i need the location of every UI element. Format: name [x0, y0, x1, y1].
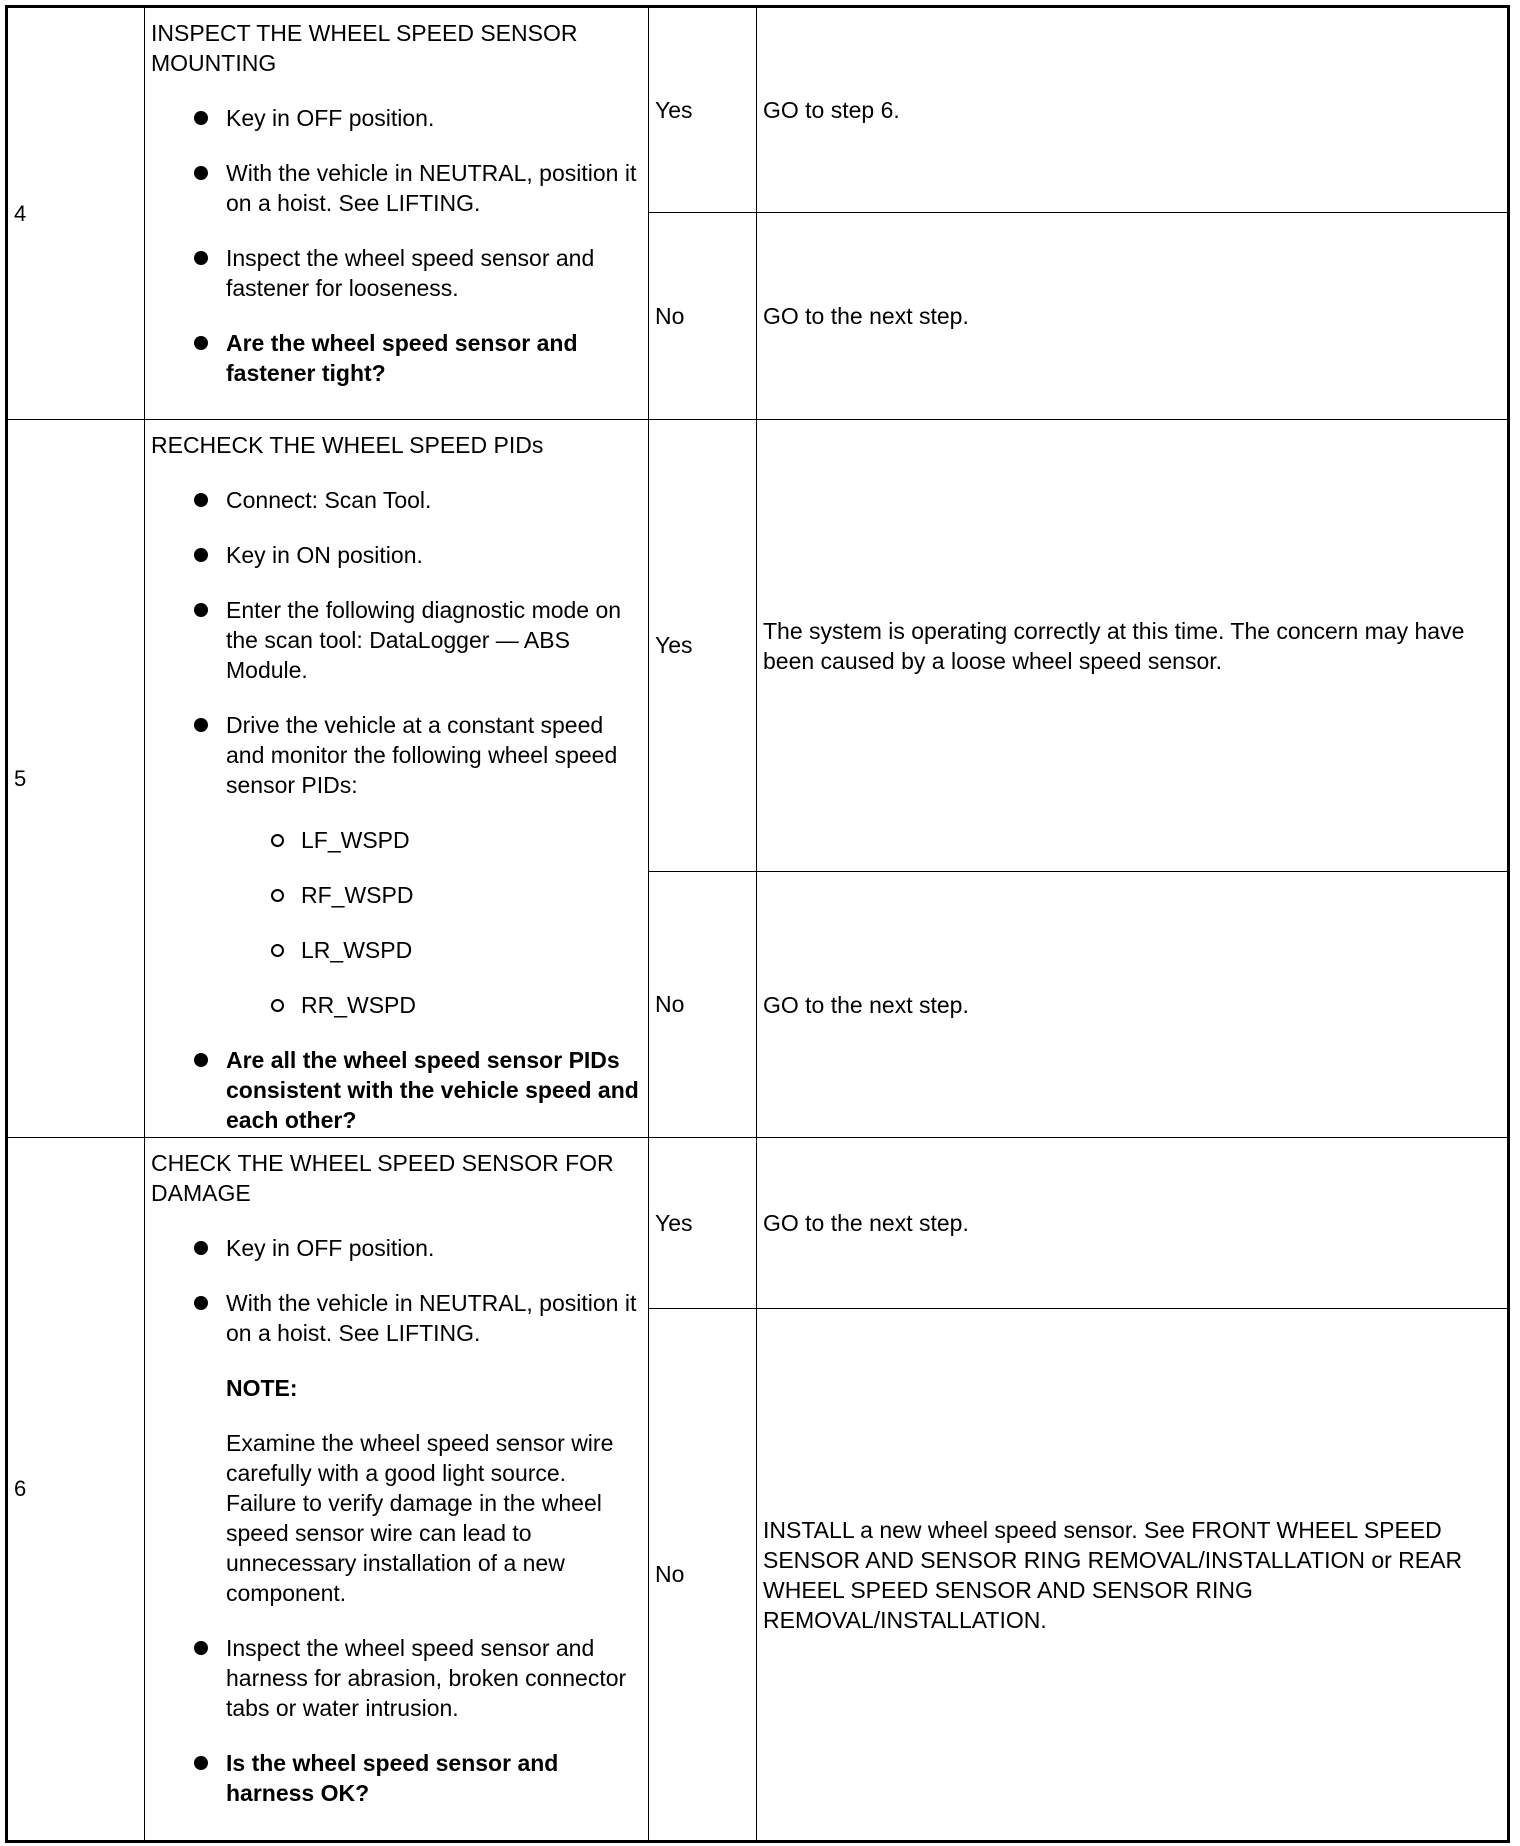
note-text: Examine the wheel speed sensor wire carefully with a good light source. Failure to verify damage in the wheel speed sensor wire can lead to unnecessary installation of a new component. — [226, 1430, 614, 1606]
action-item: Connect: Scan Tool. — [151, 485, 642, 515]
step-6-action-cell — [145, 1138, 649, 1842]
answer-yes: Yes — [655, 96, 693, 123]
next-action-cell — [757, 1138, 1509, 1309]
answer-no: No — [655, 991, 685, 1017]
step-question: Are all the wheel speed sensor PIDs consistent with the vehicle speed and each other? — [226, 1047, 639, 1133]
step-6-number-cell — [7, 1138, 145, 1842]
step-number: 4 — [14, 200, 27, 226]
next-action-text: GO to the next step. — [763, 991, 969, 1018]
next-action-text: GO to the next step. — [763, 1210, 969, 1236]
bullet-icon — [194, 718, 208, 732]
bullet-icon — [194, 493, 208, 507]
action-list — [151, 485, 642, 1135]
bullet-icon — [194, 166, 208, 180]
action-item: Drive the vehicle at a constant speed and monitor the following wheel speed sensor PIDs: LF_WSPD RF_WSPD LR_WSPD RR_WSPD — [151, 710, 642, 1020]
pid-list — [226, 825, 642, 1020]
question-item — [151, 1748, 642, 1808]
step-title: INSPECT THE WHEEL SPEED SENSOR MOUNTING — [151, 20, 578, 76]
next-action-cell — [757, 420, 1509, 872]
action-item: Key in OFF position. — [151, 1233, 642, 1263]
pid-item: LR_WSPD — [226, 935, 642, 965]
pid-item: LF_WSPD — [226, 825, 642, 855]
answer-no: No — [655, 302, 685, 329]
bullet-icon — [194, 1296, 208, 1310]
step-question: Are the wheel speed sensor and fastener tight? — [226, 330, 578, 386]
result-cell — [649, 1309, 757, 1842]
action-list — [151, 1633, 642, 1808]
next-action-cell — [757, 7, 1509, 213]
result-cell — [649, 7, 757, 213]
bullet-icon — [194, 1053, 208, 1067]
bullet-icon — [194, 548, 208, 562]
step-title: RECHECK THE WHEEL SPEED PIDs — [151, 432, 544, 458]
result-cell — [649, 213, 757, 420]
next-action-text: GO to the next step. — [763, 303, 969, 329]
action-item: With the vehicle in NEUTRAL, position it on a hoist. See LIFTING. — [151, 158, 642, 218]
pid-item: RR_WSPD — [226, 990, 642, 1020]
step-5-row-yes — [7, 420, 1509, 872]
circle-bullet-icon — [271, 944, 284, 957]
action-item: Inspect the wheel speed sensor and harness for abrasion, broken connector tabs or water intrusion. — [151, 1633, 642, 1723]
circle-bullet-icon — [271, 834, 284, 847]
pid-item: RF_WSPD — [226, 880, 642, 910]
next-action-cell — [757, 872, 1509, 1138]
action-item: Inspect the wheel speed sensor and fastener for looseness. — [151, 243, 642, 303]
step-5-action-cell — [145, 420, 649, 1138]
next-action-text: INSTALL a new wheel speed sensor. See FRONT WHEEL SPEED SENSOR AND SENSOR RING REMOVAL/INSTALLATION or REAR WHEEL SPEED SENSOR AND SENSOR RING REMOVAL/INSTALLATION. — [763, 1516, 1463, 1633]
bullet-icon — [194, 336, 208, 350]
bullet-icon — [194, 1641, 208, 1655]
diagnostic-table — [5, 5, 1510, 1843]
action-list — [151, 103, 642, 388]
note-label: NOTE: — [226, 1375, 298, 1401]
action-item: Key in OFF position. — [151, 103, 642, 133]
result-cell — [649, 1138, 757, 1309]
step-title: CHECK THE WHEEL SPEED SENSOR FOR DAMAGE — [151, 1150, 614, 1206]
action-list — [151, 1233, 642, 1348]
action-item: Key in ON position. — [151, 540, 642, 570]
bullet-icon — [194, 251, 208, 265]
answer-yes: Yes — [655, 1209, 693, 1236]
next-action-cell — [757, 213, 1509, 420]
step-5-number-cell — [7, 420, 145, 1138]
circle-bullet-icon — [271, 999, 284, 1012]
step-6-row-yes — [7, 1138, 1509, 1309]
answer-yes: Yes — [655, 632, 693, 658]
action-item: Enter the following diagnostic mode on the scan tool: DataLogger — ABS Module. — [151, 595, 642, 685]
step-4-number-cell — [7, 7, 145, 420]
step-number: 5 — [14, 765, 27, 791]
answer-no: No — [655, 1561, 685, 1587]
next-action-cell — [757, 1309, 1509, 1842]
result-cell — [649, 872, 757, 1138]
step-4-row-yes — [7, 7, 1509, 213]
result-cell — [649, 420, 757, 872]
bullet-icon — [194, 1241, 208, 1255]
step-4-action-cell — [145, 7, 649, 420]
bullet-icon — [194, 603, 208, 617]
step-question: Is the wheel speed sensor and harness OK? — [226, 1750, 559, 1806]
question-item — [151, 1045, 642, 1135]
next-action-text: GO to step 6. — [763, 97, 900, 123]
circle-bullet-icon — [271, 889, 284, 902]
next-action-text: The system is operating correctly at this time. The concern may have been caused by a loose wheel speed sensor. — [763, 617, 1465, 674]
action-item: With the vehicle in NEUTRAL, position it on a hoist. See LIFTING. — [151, 1288, 642, 1348]
question-item — [151, 328, 642, 388]
bullet-icon — [194, 111, 208, 125]
bullet-icon — [194, 1756, 208, 1770]
step-number: 6 — [14, 1476, 27, 1501]
